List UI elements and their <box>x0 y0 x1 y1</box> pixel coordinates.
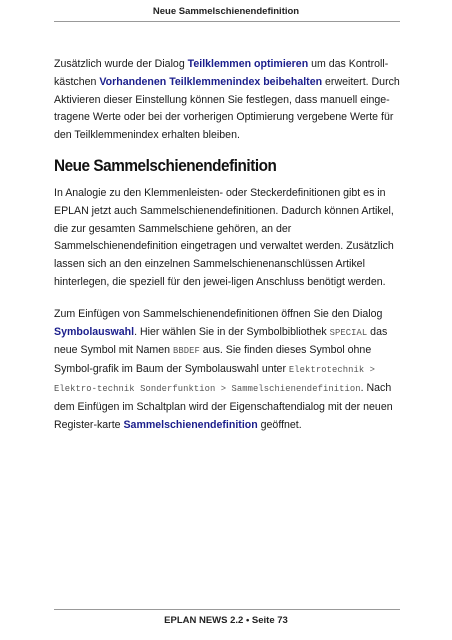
tree-path: Elektrotechnik > Elektro-technik Sonderfunktion > Sammelschienendefinition <box>54 365 375 394</box>
tab-name: Sammelschienendefinition <box>123 418 258 431</box>
library-name: SPECIAL <box>329 327 368 338</box>
p2-text-6: geöffnet. <box>257 418 302 431</box>
p2-text-1: Zum Einfügen von Sammelschienendefinitionen öffnen Sie den Dialog <box>54 307 383 320</box>
section-paragraph-1: In Analogie zu den Klemmenleisten- oder Steckerdefinitionen gibt es in EPLAN jetzt auch Sammelschienendefinitionen. Dadurch können Artikel, die zur gesamten Sammelschiene gehören, an der Sammelschienendefinition eingetragen und verwaltet werden. Zusätzlich lassen sich an den einzelnen Sammelschienenanschlüssen Artikel hinterlegen, die speziell für den jewei-ligen Anschluss benötigt werden. <box>54 186 394 288</box>
p2-text-2: . Hier wählen Sie in der Symbolbibliothek <box>134 325 330 338</box>
dialog-name-symbolauswahl: Symbolauswahl <box>54 325 135 338</box>
p2-text-5: . Nach dem Einfügen im Schaltplan wird der Eigenschaftendialog mit der neuen Register-karte <box>54 381 393 431</box>
symbol-name: BBDEF <box>172 346 200 357</box>
running-header: Neue Sammelschienendefinition <box>152 6 300 17</box>
p2-text-3: das neue Symbol mit Namen <box>54 325 388 357</box>
header-rule <box>54 21 400 22</box>
section-paragraph-2 <box>54 306 402 435</box>
intro-text-2: um das Kontroll-kästchen <box>54 58 389 88</box>
checkbox-name: Vorhandenen Teilklemmenindex beibehalten <box>99 75 323 88</box>
p2-text-4: aus. Sie finden dieses Symbol ohne Symbol-grafik im Baum der Symbolauswahl unter <box>54 344 372 376</box>
page-footer: EPLAN NEWS 2.2 • Seite 73 <box>164 615 288 626</box>
intro-text-3: erweitert. Durch Aktivieren dieser Einstellung können Sie festlegen, dass manuell einge-tragene Werte oder bei der vorherigen Optimierung vergebene Werte für den Teilklemmenindex erhalten bleiben. <box>54 75 400 142</box>
footer-rule <box>54 609 400 610</box>
page-body <box>54 56 402 434</box>
intro-paragraph <box>54 56 402 145</box>
dialog-name-teilklemmen: Teilklemmen optimieren <box>187 58 309 70</box>
section-heading: Neue Sammelschienendefinition <box>54 155 277 175</box>
intro-text-1: Zusätzlich wurde der Dialog <box>54 58 188 70</box>
